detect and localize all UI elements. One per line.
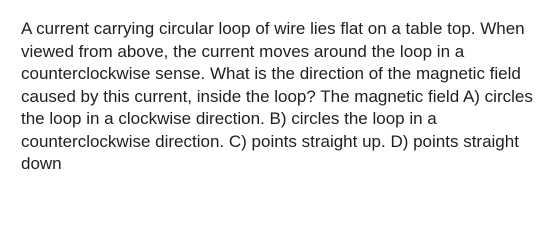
question-text: A current carrying circular loop of wire lies flat on a table top. When viewed from above, the current moves around the loop in a counterclockwise sense. What is the direction of the magnetic field caused by this current, inside the loop? The magnetic field A) circles the loop in a clockwise direction. B) circles the loop in a counterclockwise direction. C) points straight up. D) points straight down [21, 19, 533, 173]
